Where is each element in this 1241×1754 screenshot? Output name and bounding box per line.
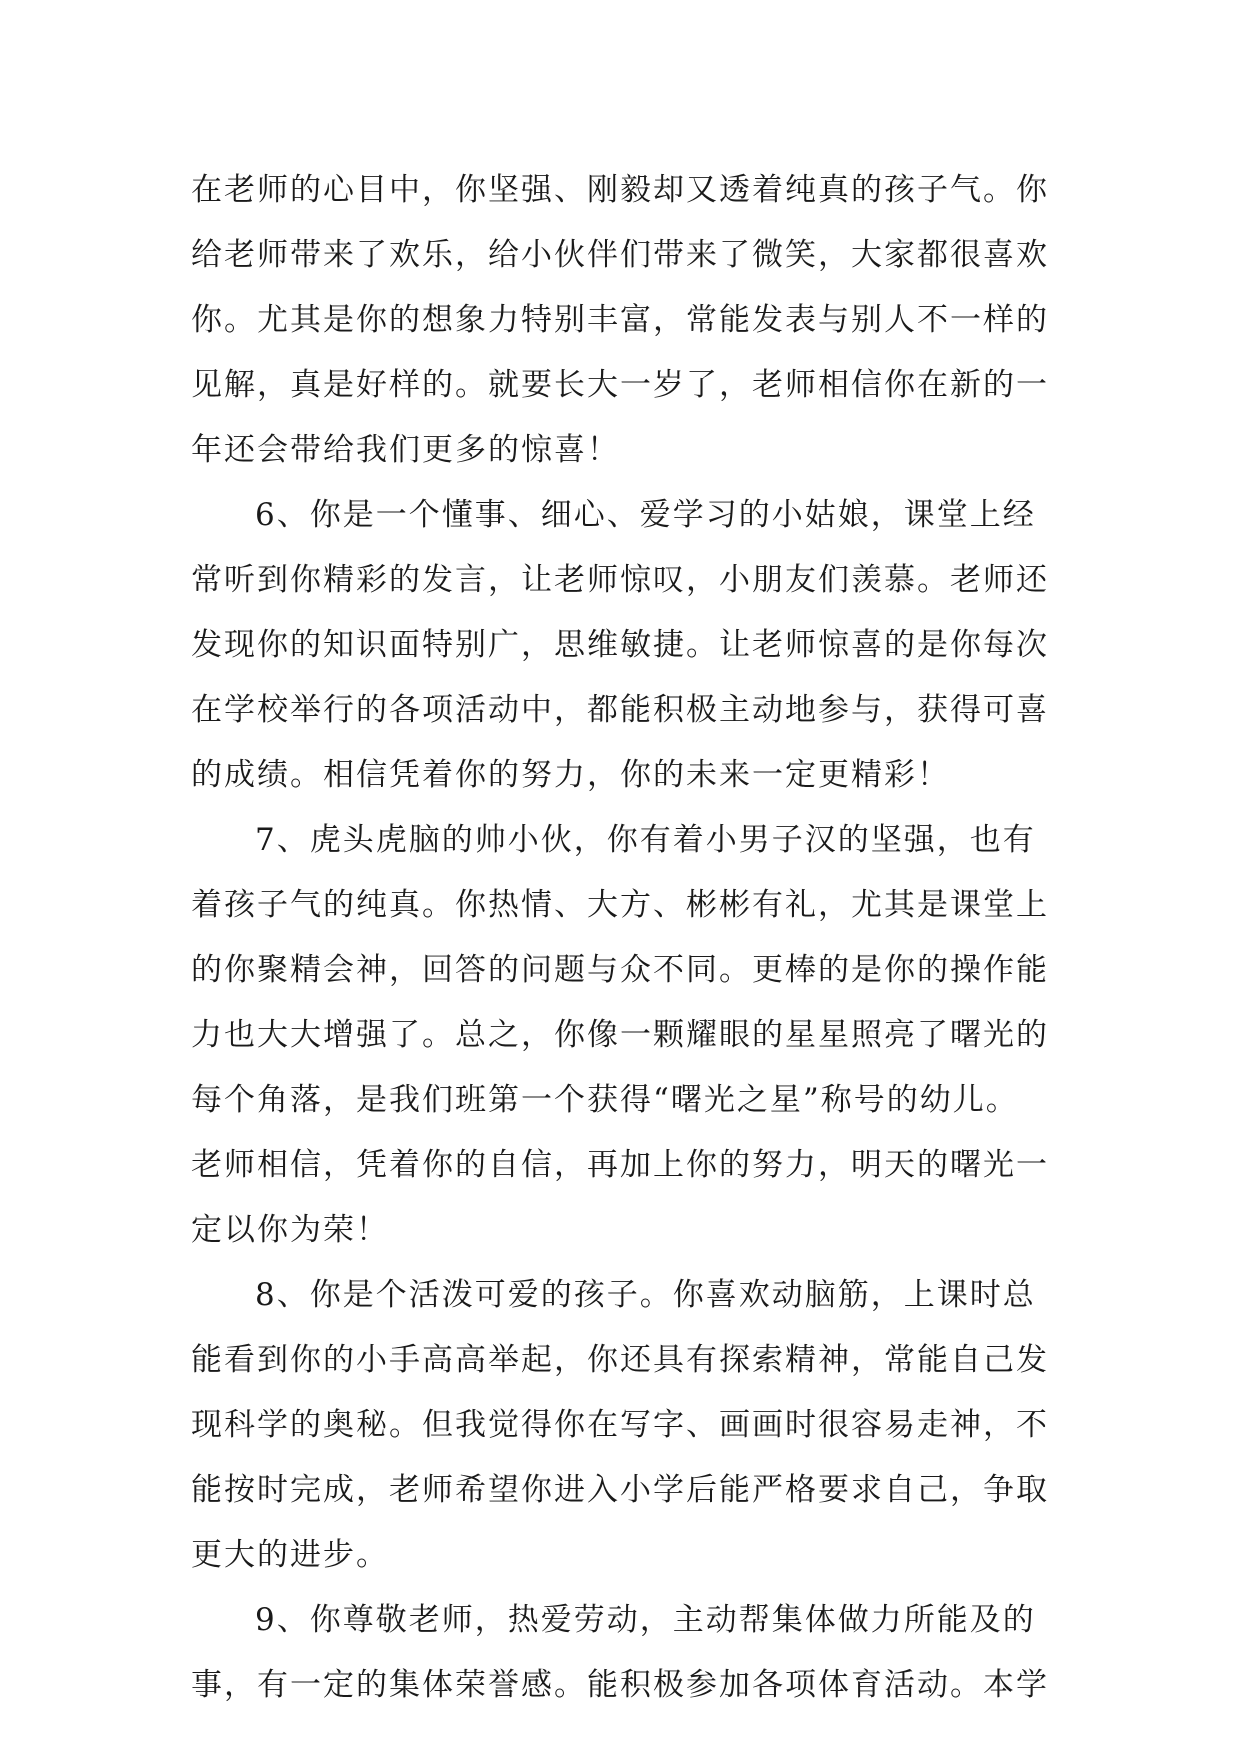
- paragraph-8-first-line: 8、你是个活泼可爱的孩子。你喜欢动脑筋，上课时总: [255, 1277, 1036, 1313]
- text-line: 在老师的心目中，你坚强、刚毅却又透着纯真的孩子气。你: [191, 172, 1049, 208]
- text-line: 更大的进步。: [191, 1537, 389, 1573]
- paragraph-6-first-line: 6、你是一个懂事、细心、爱学习的小姑娘，课堂上经: [255, 497, 1036, 533]
- text-line: 给老师带来了欢乐，给小伙伴们带来了微笑，大家都很喜欢: [191, 237, 1049, 273]
- text-line: 能看到你的小手高高举起，你还具有探索精神，常能自己发: [191, 1342, 1049, 1378]
- text-line: 定以你为荣！: [191, 1212, 389, 1248]
- text-line: 能按时完成，老师希望你进入小学后能严格要求自己，争取: [191, 1472, 1049, 1508]
- text-line: 你。尤其是你的想象力特别丰富，常能发表与别人不一样的: [191, 302, 1049, 338]
- text-line: 见解，真是好样的。就要长大一岁了，老师相信你在新的一: [191, 367, 1049, 403]
- text-line: 年还会带给我们更多的惊喜！: [191, 432, 620, 468]
- text-line: 现科学的奥秘。但我觉得你在写字、画画时很容易走神，不: [191, 1407, 1049, 1443]
- paragraph-9-first-line: 9、你尊敬老师，热爱劳动，主动帮集体做力所能及的: [255, 1602, 1036, 1638]
- text-line: 老师相信，凭着你的自信，再加上你的努力，明天的曙光一: [191, 1147, 1049, 1183]
- text-line: 每个角落，是我们班第一个获得“曙光之星”称号的幼儿。: [191, 1082, 1019, 1118]
- text-line: 的成绩。相信凭着你的努力，你的未来一定更精彩！: [191, 757, 950, 793]
- text-line: 力也大大增强了。总之，你像一颗耀眼的星星照亮了曙光的: [191, 1017, 1049, 1053]
- text-line: 在学校举行的各项活动中，都能积极主动地参与，获得可喜: [191, 692, 1049, 728]
- text-line: 事，有一定的集体荣誉感。能积极参加各项体育活动。本学: [191, 1667, 1049, 1703]
- text-line: 的你聚精会神，回答的问题与众不同。更棒的是你的操作能: [191, 952, 1049, 988]
- paragraph-7-first-line: 7、虎头虎脑的帅小伙，你有着小男子汉的坚强，也有: [255, 822, 1036, 858]
- text-line: 发现你的知识面特别广，思维敏捷。让老师惊喜的是你每次: [191, 627, 1049, 663]
- text-line: 着孩子气的纯真。你热情、大方、彬彬有礼，尤其是课堂上: [191, 887, 1049, 923]
- document-body: [191, 158, 1071, 1718]
- text-line: 常听到你精彩的发言，让老师惊叹，小朋友们羡慕。老师还: [191, 562, 1049, 598]
